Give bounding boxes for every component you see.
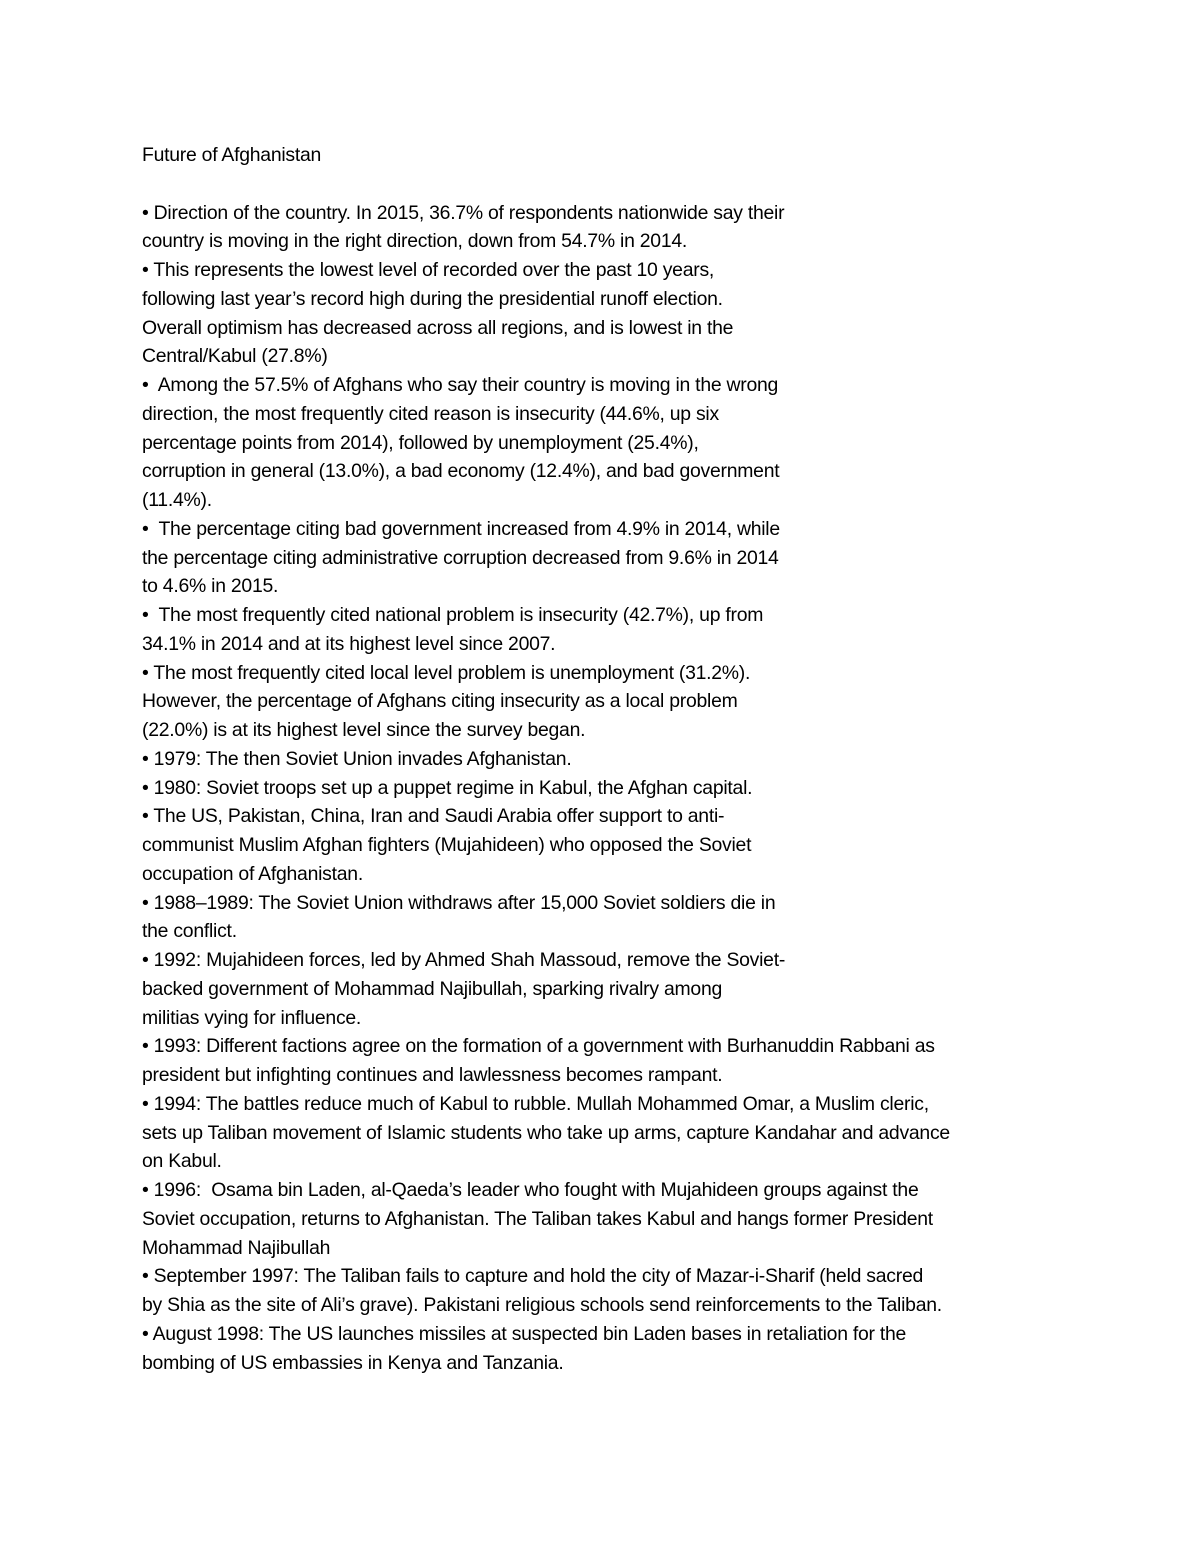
text-line: on Kabul. [142,1150,222,1173]
text-line: (22.0%) is at its highest level since the survey began. [142,719,586,741]
text-line: sets up Taliban movement of Islamic students who take up arms, capture Kandahar and advance [142,1121,950,1144]
text-line: by Shia as the site of Ali’s grave). Pakistani religious schools send reinforcements to the Taliban. [142,1294,942,1316]
text-line: Central/Kabul (27.8%) [142,345,328,368]
text-line: (11.4%). [142,489,212,511]
text-line: bombing of US embassies in Kenya and Tanzania. [142,1351,564,1374]
text-line: • The most frequently cited national problem is insecurity (42.7%), up from [142,604,764,626]
text-line: communist Muslim Afghan fighters (Mujahideen) who opposed the Soviet [142,834,752,856]
text-line: the conflict. [142,920,237,943]
text-line: 34.1% in 2014 and at its highest level since 2007. [142,632,556,655]
text-line: militias vying for influence. [142,1006,362,1029]
text-line: • August 1998: The US launches missiles at suspected bin Laden bases in retaliation for the [142,1322,907,1345]
text-line: • 1980: Soviet troops set up a puppet regime in Kabul, the Afghan capital. [142,776,753,799]
blank-line [142,170,1142,199]
text-line: • The percentage citing bad government increased from 4.9% in 2014, while [142,517,780,540]
text-line: • 1996: Osama bin Laden, al-Qaeda’s leader who fought with Mujahideen groups against the [142,1179,919,1201]
text-line: president but infighting continues and lawlessness becomes rampant. [142,1064,723,1086]
text-line: direction, the most frequently cited reason is insecurity (44.6%, up six [142,402,719,425]
text-line: • The US, Pakistan, China, Iran and Saudi Arabia offer support to anti- [142,805,725,828]
document-title: Future of Afghanistan [142,144,322,166]
text-line: the percentage citing administrative corruption decreased from 9.6% in 2014 [142,546,779,569]
text-line: • 1988–1989: The Soviet Union withdraws after 15,000 Soviet soldiers die in [142,891,776,914]
text-line: following last year’s record high during the presidential runoff election. [142,287,723,310]
text-line: However, the percentage of Afghans citing insecurity as a local problem [142,690,738,713]
text-line: • This represents the lowest level of recorded over the past 10 years, [142,259,715,281]
text-line: • Direction of the country. In 2015, 36.7% of respondents nationwide say their [142,201,785,224]
text-line: • 1992: Mujahideen forces, led by Ahmed Shah Massoud, remove the Soviet- [142,949,786,971]
text-line: occupation of Afghanistan. [142,862,363,885]
text-line: country is moving in the right direction, down from 54.7% in 2014. [142,230,688,253]
text-line: • The most frequently cited local level problem is unemployment (31.2%). [142,661,751,684]
text-line: to 4.6% in 2015. [142,575,279,598]
document-body [142,141,1142,1377]
text-line: Overall optimism has decreased across all regions, and is lowest in the [142,316,734,339]
text-line: Mohammad Najibullah [142,1236,331,1259]
text-line: • Among the 57.5% of Afghans who say their country is moving in the wrong [142,374,779,396]
text-line: backed government of Mohammad Najibullah, sparking rivalry among [142,977,723,1000]
text-line: corruption in general (13.0%), a bad economy (12.4%), and bad government [142,460,780,483]
text-line: Soviet occupation, returns to Afghanistan. The Taliban takes Kabul and hangs former President [142,1207,933,1230]
text-line: • September 1997: The Taliban fails to capture and hold the city of Mazar-i-Sharif (held sacred [142,1265,924,1288]
text-line: • 1993: Different factions agree on the formation of a government with Burhanuddin Rabbani as [142,1035,935,1058]
text-line: percentage points from 2014), followed by unemployment (25.4%), [142,431,699,454]
text-line: • 1979: The then Soviet Union invades Afghanistan. [142,747,572,770]
text-line: • 1994: The battles reduce much of Kabul to rubble. Mullah Mohammed Omar, a Muslim cleric, [142,1092,929,1115]
